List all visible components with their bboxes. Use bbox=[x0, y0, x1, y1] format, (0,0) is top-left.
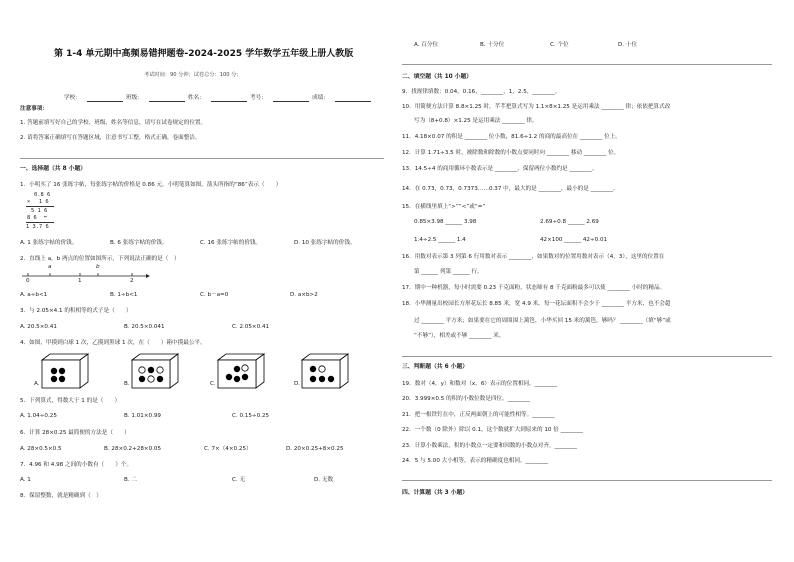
q7-option-d[interactable]: D. 无数 bbox=[314, 477, 334, 483]
paper-title: 第 1-4 单元期中高频易错押题卷-2024-2025 学年数学五年级上册人教版 bbox=[54, 49, 354, 59]
numberline-label-0: 0 bbox=[26, 278, 30, 284]
question-11: 11．4.18×0.07 的积是 ________ 位小数，81.6÷1.2 的商的最高位在 ________ 位上。 bbox=[402, 134, 621, 140]
section-divider bbox=[402, 64, 772, 65]
question-18-line-2: 过 ________ 平方米；如果要在它的周围围上篱笆，小华买回 15 米的篱笆，够吗？ ________（填“够”或 bbox=[414, 318, 671, 324]
question-7: 7．4.96 和 4.98 之间的小数有（ ）个。 bbox=[20, 462, 133, 468]
q5-option-a[interactable]: A. 1.04÷0.25 bbox=[20, 413, 57, 419]
question-22: 22．一个数（0 除外）除以 0.1，这个数就扩大到原来的 10 倍 ________ bbox=[402, 427, 584, 433]
q1-option-a[interactable]: A. 1 张练字帖的价钱。 bbox=[20, 240, 78, 246]
section-divider bbox=[402, 480, 772, 481]
q6-option-c[interactable]: C. 7×（4×0.25） bbox=[204, 446, 252, 452]
notice-heading: 注意事项： bbox=[20, 106, 48, 112]
q4-box-a[interactable] bbox=[40, 352, 90, 390]
question-3: 3．与 2.05×4.1 的积相等的式子是（ ） bbox=[20, 308, 132, 314]
q4-box-c[interactable] bbox=[216, 352, 266, 390]
question-24: 24．5 与 5.00 大小相等，表示的精确度也相同。________ bbox=[402, 458, 548, 464]
question-6: 6．计算 28×0.25 最简便的方法是（ ） bbox=[20, 430, 130, 436]
q8-option-a[interactable]: A. 百分位 bbox=[414, 42, 439, 48]
q1-option-c[interactable]: C. 16 张练字帖的价钱。 bbox=[200, 240, 262, 246]
q4-box-a-label[interactable]: A. bbox=[34, 381, 40, 387]
q7-option-a[interactable]: A. 1 bbox=[20, 477, 31, 483]
calc-rule-2 bbox=[26, 222, 54, 223]
name-label: 姓名： bbox=[188, 95, 205, 101]
calc-line-2: × 1 6 bbox=[27, 199, 49, 205]
section-3-heading: 三、判断题（共 6 小题） bbox=[402, 364, 469, 370]
q5-option-c[interactable]: C. 0.15÷0.25 bbox=[232, 413, 270, 419]
q4-box-d[interactable] bbox=[300, 352, 350, 390]
question-23: 23．计算小数乘法，积的小数点一定要和因数的小数点对齐。________ bbox=[402, 443, 577, 449]
q15-item-2: 2.69÷0.8 ______ 2.69 bbox=[540, 219, 599, 225]
question-18-line-1: 18．小华测量出校园长方形花坛长 8.85 米，宽 4.9 米。每一花坛面积不会少于 ________ 平方米，也不会超 bbox=[402, 301, 671, 307]
question-18-line-3: “不够”），相差或不够 ________ 米。 bbox=[414, 333, 505, 339]
q8-option-c[interactable]: C. 个位 bbox=[550, 42, 569, 48]
calc-rule-1 bbox=[26, 206, 54, 207]
section-2-heading: 二、填空题（共 10 小题） bbox=[402, 74, 473, 80]
numberline-label-a: a bbox=[48, 264, 52, 270]
q4-box-c-label[interactable]: C. bbox=[210, 381, 216, 387]
question-16-line-2: 第 ______ 列第 ______ 行。 bbox=[414, 269, 483, 275]
q1-option-b[interactable]: B. 6 张练字帖的价钱。 bbox=[110, 240, 168, 246]
q4-box-d-label[interactable]: D. bbox=[294, 381, 301, 387]
question-10-line-1: 10．用简便方法计算 8.8×1.25 时，芊芊把算式写为 1.1×8×1.25 是运用乘法 ________ 律；依依把算式改 bbox=[402, 104, 671, 110]
q3-option-c[interactable]: C. 2.05×0.41 bbox=[232, 324, 270, 330]
arrow-icon: ← bbox=[44, 214, 48, 220]
section-divider bbox=[20, 158, 384, 159]
school-label: 学校： bbox=[64, 95, 81, 101]
numberline-label-2: 2 bbox=[130, 278, 134, 284]
class-label: 班级： bbox=[126, 95, 143, 101]
score-label: 成绩： bbox=[312, 95, 329, 101]
question-1: 1．小明买了 16 张练字帖，每张练字帖的价格是 0.86 元。小明笔算如图，箭头所指的“86”表示（ ） bbox=[20, 182, 282, 188]
question-12: 12．计算 1.71÷3.5 时，被除数和除数的小数点要同时向 ________ 移动 ________ 位。 bbox=[402, 150, 620, 156]
q2-option-a[interactable]: A. a÷b<1 bbox=[20, 292, 48, 298]
score-field[interactable] bbox=[335, 96, 371, 102]
section-divider bbox=[402, 356, 772, 357]
class-field[interactable] bbox=[149, 96, 185, 102]
examno-field[interactable] bbox=[273, 96, 309, 102]
question-19: 19．数对（4，y）和数对（x，6）表示的位置相同。________ bbox=[402, 381, 558, 387]
section-1-heading: 一、选择题（共 8 小题） bbox=[20, 166, 87, 172]
school-field[interactable] bbox=[87, 96, 123, 102]
q8-option-d[interactable]: D. 十位 bbox=[618, 42, 638, 48]
question-8: 8．保留整数，就是精确到（ ） bbox=[20, 493, 102, 499]
q6-option-b[interactable]: B. 28×0.2+28×0.05 bbox=[104, 446, 162, 452]
question-15: 15．在横线里填上“>”“<”或“=” bbox=[402, 204, 486, 210]
section-4-heading: 四、计算题（共 3 小题） bbox=[402, 490, 469, 496]
q2-option-b[interactable]: B. 1÷b<1 bbox=[110, 292, 138, 298]
calc-line-3: 5 1 6 bbox=[31, 208, 48, 214]
question-14: 14．在 0.73，0.73，0.7373……0.37 中，最大的是 ________，最小的是 ________。 bbox=[402, 186, 619, 192]
question-13: 13．14.5÷4 的商用循环小数表示是 ________，保留两位小数约是 ________。 bbox=[402, 166, 598, 172]
q6-option-a[interactable]: A. 28×0.5×0.5 bbox=[20, 446, 62, 452]
notice-item-1: 1. 答题前填写好自己的学校、班级、姓名等信息，请写在试卷规定的位置。 bbox=[20, 120, 207, 126]
q7-option-b[interactable]: B. 二 bbox=[124, 477, 137, 483]
calc-line-5: 1 3.7 6 bbox=[26, 224, 49, 230]
q5-option-b[interactable]: B. 1.01×0.99 bbox=[124, 413, 161, 419]
question-16-line-1: 16．用数对表示第 3 列第 6 行用数对表示 ________，如果数对的位置用数对表示（4，3），这里的位置在 bbox=[402, 254, 665, 260]
q1-option-d[interactable]: D. 10 张练字帖的价钱。 bbox=[294, 240, 356, 246]
q2-option-c[interactable]: C. b－a=0 bbox=[200, 292, 229, 298]
q4-box-b-label[interactable]: B. bbox=[124, 381, 130, 387]
question-9: 9．找规律填数：0.04，0.16，________，1，2.5，________。 bbox=[402, 89, 561, 95]
exam-meta: 考试时间：90 分钟；试卷总分：100 分； bbox=[144, 72, 242, 78]
q15-item-4: 42×100 ______ 42÷0.01 bbox=[540, 237, 608, 243]
question-17: 17．期中一种机器，每小时需要 0.23 千克面粉，状态师有 8 千克面粉最多可以使 ________ 小时的精品。 bbox=[402, 285, 666, 291]
name-field[interactable] bbox=[211, 96, 247, 102]
numberline-label-b: b bbox=[96, 264, 100, 270]
calc-line-4: 8 6 bbox=[27, 215, 37, 221]
question-5: 5．下列算式，得数大于 1 的是（ ） bbox=[20, 398, 121, 404]
q3-option-a[interactable]: A. 20.5×0.41 bbox=[20, 324, 57, 330]
examno-label: 考号： bbox=[250, 95, 267, 101]
q7-option-c[interactable]: C. 无 bbox=[232, 477, 246, 483]
question-20: 20．3.999×0.5 的积的小数位数是四位。________ bbox=[402, 396, 530, 402]
question-21: 21．把一根铁钉在中，正反两面朝上的可能性相等。________ bbox=[402, 412, 555, 418]
calc-line-1: 0.8 6 bbox=[34, 192, 51, 198]
question-10-line-2: 写为（8+0.8）×1.25 是运用乘法 ________ 律。 bbox=[414, 118, 538, 124]
notice-item-2: 2. 请将答案正确填写在答题区域，注意书写工整，格式正确，卷面整洁。 bbox=[20, 135, 201, 141]
q4-box-b[interactable] bbox=[130, 352, 180, 390]
question-2: 2．直线上 a，b 两点的位置如图所示，下列说法正确的是（ ） bbox=[20, 256, 180, 262]
q15-item-3: 1.4÷2.5 ______ 1.4 bbox=[414, 237, 466, 243]
q2-option-d[interactable]: D. a×b>2 bbox=[290, 292, 318, 298]
q8-option-b[interactable]: B. 十分位 bbox=[480, 42, 505, 48]
q15-item-1: 0.85×3.98 ______ 3.98 bbox=[414, 219, 477, 225]
numberline-label-1: 1 bbox=[78, 278, 82, 284]
q6-option-d[interactable]: D. 20×0.25+8×0.25 bbox=[286, 446, 344, 452]
question-4: 4．如图，甲摸到白球 1 次，乙摸到黑球 1 次，在（ ）箱中摸最公平。 bbox=[20, 340, 206, 346]
q3-option-b[interactable]: B. 20.5×0.041 bbox=[124, 324, 165, 330]
